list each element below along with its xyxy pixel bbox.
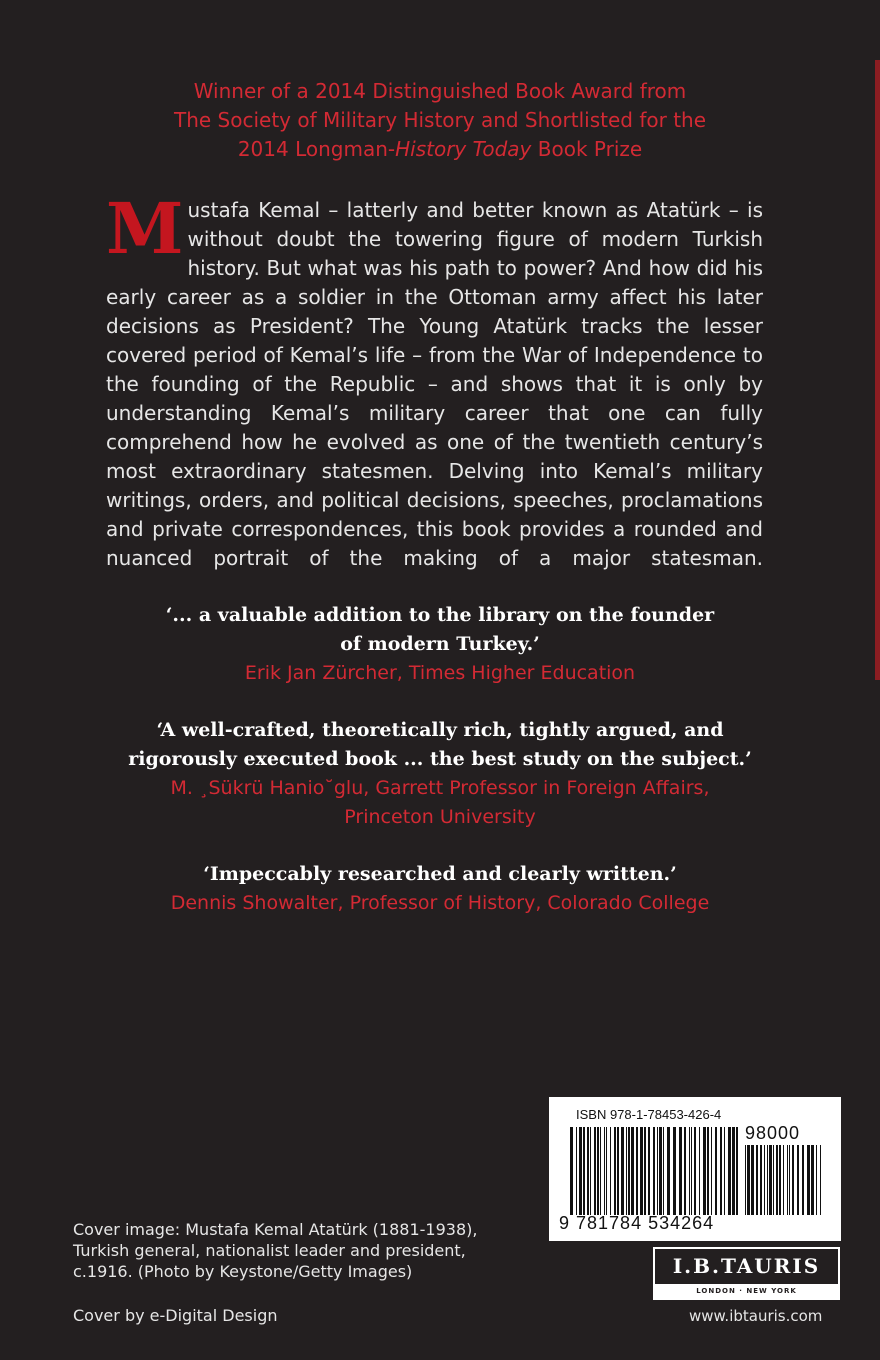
barcode-bar (789, 1145, 790, 1215)
publisher-logo (653, 1247, 840, 1300)
barcode-bar (600, 1127, 601, 1215)
barcode-bar (648, 1127, 650, 1215)
award-magazine-name: History Today (395, 137, 532, 161)
barcode-bar (699, 1127, 700, 1215)
barcode-bar (783, 1145, 784, 1215)
cover-credit-line-2: Turkish general, nationalist leader and president, (73, 1241, 466, 1260)
blurb-text: ustafa Kemal – latterly and better known as Atatürk – is without doubt the towering figure of modern Turkish history. But what was his path to power? And how did his early career as a soldier in the Ottoman army affect his later decisions as President? The Young Atatürk tracks the lesser covered period of Kemal’s life – from the War of Independence to the founding of the Republic – and shows that it is only by understanding Kemal’s military career that one can fully comprehend how he evolved as one of the twentieth century’s most extraordinary statesmen. Delving into Kemal’s military writings, orders, and political decisions, speeches, proclamations and private correspondences, this book provides a rounded and nuanced portrait of the making of a major statesman. (106, 198, 763, 570)
drop-cap-letter: M (106, 187, 184, 270)
barcode-bar (604, 1127, 605, 1215)
barcode-bar (773, 1145, 774, 1215)
barcode-bar (576, 1127, 577, 1215)
barcode-bar (736, 1127, 738, 1215)
barcode-bar (663, 1127, 664, 1215)
cover-design-credit: Cover by e-Digital Design (73, 1306, 278, 1325)
review-3 (90, 860, 790, 918)
cover-credit-line-3: c.1916. (Photo by Keystone/Getty Images) (73, 1262, 413, 1281)
barcode-bar (720, 1127, 722, 1215)
barcode-bar (715, 1127, 717, 1215)
award-line-3-start: 2014 Longman- (237, 137, 396, 161)
barcode-bar (579, 1127, 582, 1215)
barcode-bar (626, 1127, 627, 1215)
barcode-bar (694, 1127, 696, 1215)
barcode-bar (691, 1127, 692, 1215)
barcode-bar (617, 1127, 619, 1215)
barcode-bar (657, 1127, 658, 1215)
barcode-bar (711, 1127, 712, 1215)
barcode-bar (583, 1127, 585, 1215)
barcode-bar (636, 1127, 638, 1215)
barcode-bar (644, 1127, 646, 1215)
award-line-3-end: Book Prize (531, 137, 643, 161)
barcode-bar (631, 1127, 634, 1215)
barcode-bar (606, 1127, 607, 1215)
ean-number: 9 781784 534264 (559, 1213, 715, 1233)
price-addon-bars (745, 1145, 825, 1217)
review-2-attribution-line-1: M. ¸Sükrü Hanio˘glu, Garrett Professor in Foreign Affairs, (170, 777, 710, 799)
barcode-bar (811, 1145, 814, 1215)
review-2-quote-line-1: ‘A well-crafted, theoretically rich, tightly argued, and (156, 719, 724, 741)
review-2 (90, 716, 790, 832)
ean-barcode-bars (570, 1127, 740, 1217)
book-blurb (106, 187, 763, 573)
barcode-bar (807, 1145, 810, 1215)
barcode-bar (659, 1127, 662, 1215)
barcode-bar (684, 1127, 686, 1215)
barcode-bar (797, 1145, 799, 1215)
award-notice (100, 77, 780, 164)
barcode-bar (747, 1145, 750, 1215)
barcode-bar (767, 1145, 768, 1215)
review-3-attribution: Dennis Showalter, Professor of History, Colorado College (170, 892, 710, 914)
review-1-quote-line-2: of modern Turkey.’ (340, 633, 540, 655)
barcode-bar (779, 1145, 781, 1215)
barcode-bar (760, 1145, 762, 1215)
barcode-bar (707, 1127, 709, 1215)
cover-credit-line-1: Cover image: Mustafa Kemal Atatürk (1881-1938), (73, 1220, 478, 1239)
barcode-bar (802, 1145, 804, 1215)
barcode-bar (776, 1145, 778, 1215)
barcode-bar (621, 1127, 624, 1215)
spine-edge-stripe (875, 60, 880, 680)
isbn-number: ISBN 978-1-78453-426-4 (576, 1107, 722, 1122)
publisher-name: I.B.TAURIS (672, 1254, 821, 1278)
barcode-bar (673, 1127, 676, 1215)
publisher-website: www.ibtauris.com (689, 1307, 823, 1325)
barcode-bar (653, 1127, 655, 1215)
award-line-3 (100, 135, 780, 164)
barcode-bar (703, 1127, 706, 1215)
barcode-bar (816, 1145, 817, 1215)
barcode-bar (570, 1127, 573, 1215)
barcode-bar (594, 1127, 596, 1215)
barcode-bar (756, 1145, 758, 1215)
barcode-bar (764, 1145, 765, 1215)
barcode-bar (745, 1145, 746, 1215)
barcode-bar (679, 1127, 682, 1215)
barcode-bar (732, 1127, 735, 1215)
barcode-bar (787, 1145, 788, 1215)
cover-image-credit (73, 1219, 503, 1282)
review-1-quote-line-1: ‘... a valuable addition to the library on the founder (165, 604, 715, 626)
barcode-bar (769, 1145, 772, 1215)
isbn-barcode (549, 1097, 841, 1241)
publisher-cities: LONDON · NEW YORK (655, 1284, 838, 1298)
barcode-bar (614, 1127, 616, 1215)
review-3-quote: ‘Impeccably researched and clearly written.’ (203, 863, 677, 885)
barcode-bar (640, 1127, 643, 1215)
barcode-bar (820, 1145, 821, 1215)
barcode-bar (751, 1145, 754, 1215)
barcode-bar (587, 1127, 589, 1215)
barcode-bar (628, 1127, 630, 1215)
barcode-bar (792, 1145, 794, 1215)
barcode-bar (597, 1127, 599, 1215)
review-1 (90, 601, 790, 688)
barcode-bar (590, 1127, 591, 1215)
barcode-bar (610, 1127, 611, 1215)
barcode-bar (689, 1127, 690, 1215)
review-1-attribution: Erik Jan Zürcher, Times Higher Education (244, 662, 636, 684)
barcode-bar (728, 1127, 731, 1215)
award-line-2: The Society of Military History and Shortlisted for the (173, 108, 707, 132)
review-2-quote-line-2: rigorously executed book ... the best study on the subject.’ (128, 748, 752, 770)
award-line-1: Winner of a 2014 Distinguished Book Award from (193, 79, 687, 103)
price-code: 98000 (745, 1123, 801, 1143)
barcode-bar (724, 1127, 725, 1215)
review-2-attribution-line-2: Princeton University (344, 806, 536, 828)
barcode-bar (667, 1127, 670, 1215)
